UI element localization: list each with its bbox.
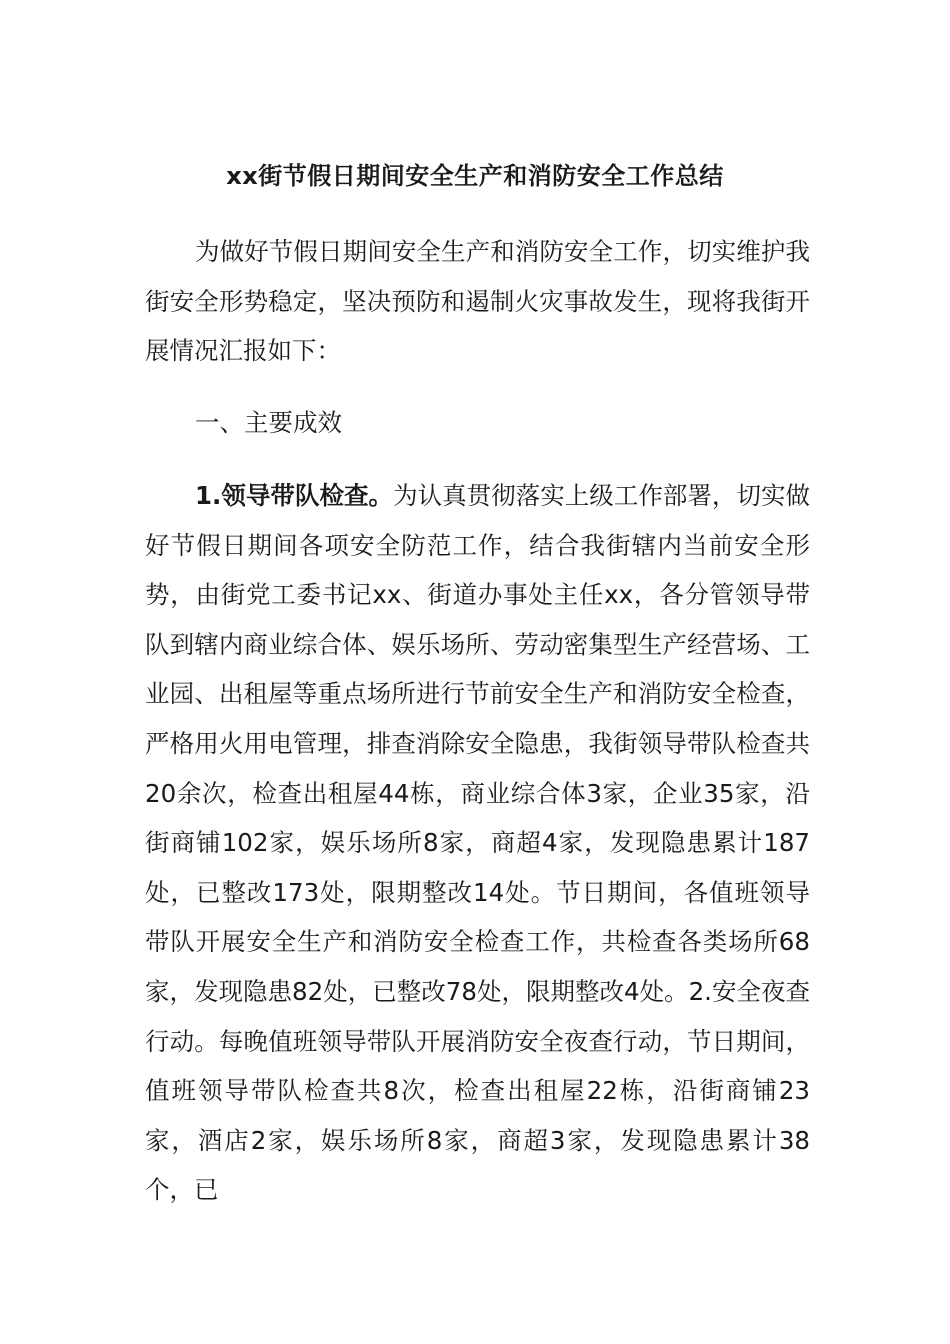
item-body-text: 为认真贯彻落实上级工作部署，切实做好节假日期间各项安全防范工作，结合我街辖内当前安全形势，由街党工委书记xx、街道办事处主任xx，各分管领导带队到辖内商业综合体、娱乐场所、劳动密集型生产经营场、工业园、出租屋等重点场所进行节前安全生产和消防安全检查，严格用火用电管理，排查消除安全隐患，我街领导带队检查共20余次，检查出租屋44栋，商业综合体3家，企业35家，沿街商铺102家，娱乐场所8家，商超4家，发现隐患累计187处，已整改173处，限期整改14处。节日期间，各值班领导带队开展安全生产和消防安全检查工作，共检查各类场所68家，发现隐患82处，已整改78处，限期整改4处。2.安全夜查行动。每晚值班领导带队开展消防安全夜查行动，节日期间，值班领导带队检查共8次，检查出租屋22栋，沿街商铺23家，酒店2家，娱乐场所8家，商超3家，发现隐患累计38个，已 (145, 481, 811, 1205)
item-paragraph (145, 471, 810, 1215)
document-title: xx街节假日期间安全生产和消防安全工作总结 (226, 162, 724, 190)
intro-paragraph: 为做好节假日期间安全生产和消防安全工作，切实维护我街安全形势稳定，坚决预防和遏制火灾事故发生，现将我街开展情况汇报如下： (145, 237, 810, 366)
item-lead-text: 1.领导带队检查。 (195, 481, 394, 510)
section-heading: 一、主要成效 (195, 408, 342, 437)
